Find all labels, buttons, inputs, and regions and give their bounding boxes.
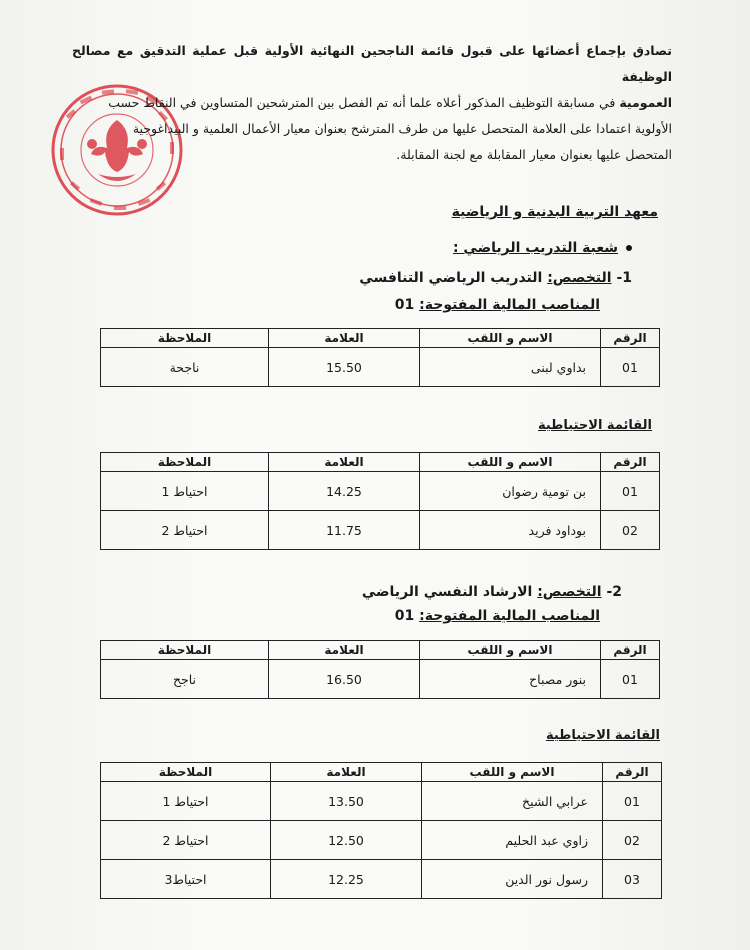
table-row bbox=[101, 511, 660, 550]
header-mark: العلامة bbox=[269, 453, 420, 472]
cell-name: بن تومية رضوان bbox=[420, 472, 601, 511]
spec-1-posts bbox=[395, 297, 600, 313]
header-mark: العلامة bbox=[271, 763, 422, 782]
table-row bbox=[101, 660, 660, 699]
header-note: الملاحظة bbox=[101, 641, 269, 660]
cell-mark: 16.50 bbox=[269, 660, 420, 699]
cell-note: ناجح bbox=[101, 660, 269, 699]
header-name: الاسم و اللقب bbox=[420, 641, 601, 660]
cell-rank: 02 bbox=[601, 511, 660, 550]
cell-mark: 15.50 bbox=[269, 348, 420, 387]
cell-mark: 14.25 bbox=[269, 472, 420, 511]
reserve-title-1: القائمة الاحتياطية bbox=[537, 418, 652, 433]
cell-name: رسول نور الدين bbox=[422, 860, 603, 899]
results-table-2 bbox=[100, 640, 660, 699]
intro-line-2 bbox=[72, 90, 672, 116]
spec-1-posts-value: 01 bbox=[394, 297, 420, 313]
table-row bbox=[101, 782, 662, 821]
spec-2-number: 2- bbox=[606, 584, 622, 600]
cell-rank: 02 bbox=[603, 821, 662, 860]
cell-rank: 03 bbox=[603, 860, 662, 899]
spec-1-value: التدريب الرياضي التنافسي bbox=[359, 270, 548, 286]
reserve-table-2 bbox=[100, 762, 662, 899]
spec-2-posts-label: المناصب المالية المفتوحة: bbox=[419, 608, 600, 624]
spec-1-heading bbox=[359, 270, 632, 286]
header-rank: الرقم bbox=[601, 641, 660, 660]
cell-mark: 12.25 bbox=[271, 860, 422, 899]
cell-rank: 01 bbox=[601, 348, 660, 387]
table-header-row bbox=[101, 329, 660, 348]
bullet-icon bbox=[626, 245, 632, 251]
spec-2-posts bbox=[395, 608, 600, 624]
spec-2-value: الارشاد النفسي الرياضي bbox=[361, 584, 538, 600]
table-header-row bbox=[101, 453, 660, 472]
cell-note: احتياط 1 bbox=[101, 782, 271, 821]
cell-note: احتياط3 bbox=[101, 860, 271, 899]
spec-2-label: التخصص: bbox=[537, 584, 602, 600]
header-name: الاسم و اللقب bbox=[422, 763, 603, 782]
header-name: الاسم و اللقب bbox=[420, 329, 601, 348]
cell-rank: 01 bbox=[601, 660, 660, 699]
spec-2-heading bbox=[362, 584, 622, 600]
institute-heading: معهد التربية البدنية و الرياضية bbox=[451, 204, 658, 220]
spec-1-label: التخصص: bbox=[547, 270, 612, 286]
intro-line-3: الأولوية اعتمادا على العلامة المتحصل عليها من طرف المترشح بعنوان معيار الأعمال العلمية و البيداغوجية bbox=[132, 121, 672, 136]
header-rank: الرقم bbox=[603, 763, 662, 782]
cell-name: بداوي لبنى bbox=[420, 348, 601, 387]
intro-line-2-bold: العمومية bbox=[619, 95, 672, 110]
spec-1-posts-label: المناصب المالية المفتوحة: bbox=[419, 297, 600, 313]
table-header-row bbox=[101, 641, 660, 660]
cell-rank: 01 bbox=[601, 472, 660, 511]
header-rank: الرقم bbox=[601, 453, 660, 472]
intro-paragraph bbox=[72, 38, 672, 168]
cell-name: بنور مصباح bbox=[420, 660, 601, 699]
branch-label: شعبة التدريب الرياضي : bbox=[452, 240, 618, 256]
cell-name: زاوي عبد الحليم bbox=[422, 821, 603, 860]
branch-heading bbox=[453, 240, 632, 256]
cell-mark: 11.75 bbox=[269, 511, 420, 550]
header-note: الملاحظة bbox=[101, 453, 269, 472]
header-name: الاسم و اللقب bbox=[420, 453, 601, 472]
header-mark: العلامة bbox=[269, 641, 420, 660]
reserve-title-2: القائمة الاحتياطية bbox=[545, 728, 660, 743]
table-row bbox=[101, 472, 660, 511]
table-row bbox=[101, 821, 662, 860]
results-table-1 bbox=[100, 328, 660, 387]
header-mark: العلامة bbox=[269, 329, 420, 348]
cell-name: بوداود فريد bbox=[420, 511, 601, 550]
cell-mark: 13.50 bbox=[271, 782, 422, 821]
cell-mark: 12.50 bbox=[271, 821, 422, 860]
reserve-table-1 bbox=[100, 452, 660, 550]
cell-rank: 01 bbox=[603, 782, 662, 821]
header-rank: الرقم bbox=[601, 329, 660, 348]
spec-2-posts-value: 01 bbox=[394, 608, 420, 624]
table-row bbox=[101, 348, 660, 387]
cell-note: احتياط 2 bbox=[101, 821, 271, 860]
cell-name: عرابي الشيخ bbox=[422, 782, 603, 821]
cell-note: ناجحة bbox=[101, 348, 269, 387]
table-row bbox=[101, 860, 662, 899]
intro-line-4: المتحصل عليها بعنوان معيار المقابلة مع لجنة المقابلة. bbox=[396, 147, 672, 162]
cell-note: احتياط 1 bbox=[101, 472, 269, 511]
intro-line-2-text: في مسابقة التوظيف المذكور أعلاه علما أنه تم الفصل بين المترشحين المتساوين في النقاط حسب bbox=[108, 95, 620, 110]
table-header-row bbox=[101, 763, 662, 782]
intro-line-1: تصادق بإجماع أعضائها على قبول قائمة الناجحين النهائية الأولية قبل عملية التدقيق مع مصالح الوظيفة bbox=[72, 43, 672, 84]
spec-1-number: 1- bbox=[616, 270, 632, 286]
header-note: الملاحظة bbox=[101, 329, 269, 348]
cell-note: احتياط 2 bbox=[101, 511, 269, 550]
header-note: الملاحظة bbox=[101, 763, 271, 782]
